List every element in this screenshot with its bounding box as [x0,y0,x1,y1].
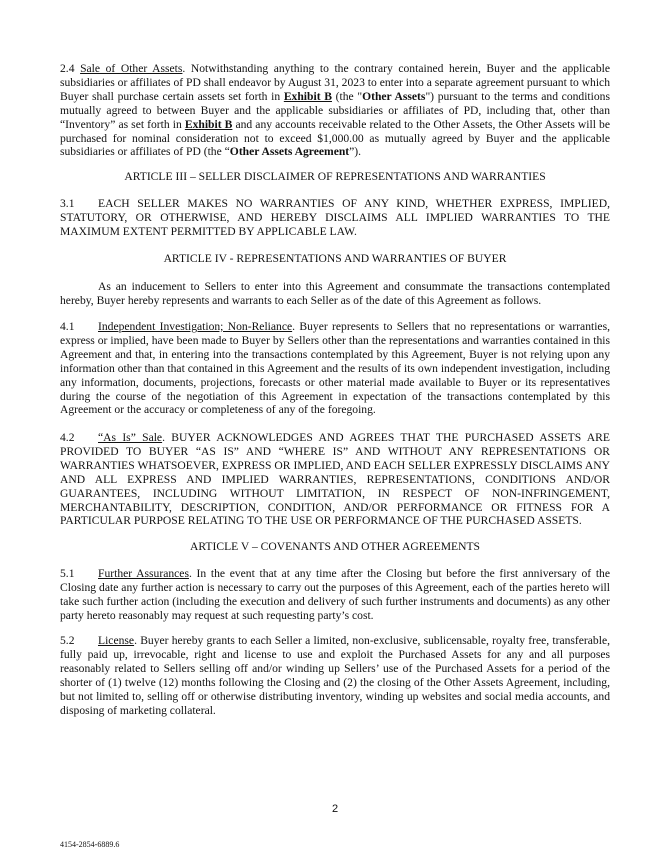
section-3-1: 3.1 EACH SELLER MAKES NO WARRANTIES OF ANY KIND, WHETHER EXPRESS, IMPLIED, STATUTORY, OR OTHERWISE, AND HEREBY DISCLAIMS ALL IMPLIED WARRANTIES TO THE MAXIMUM EXTENT PERMITTED BY APPLICABLE LAW. [60,197,610,238]
section-heading: License [98,634,135,647]
section-heading: Further Assurances [98,567,189,580]
exhibit-b-reference: Exhibit B [184,117,233,131]
section-number: 5.2 [60,634,75,647]
defined-term-other-assets: Other Assets [362,89,426,103]
section-4-2: 4.2 “As Is” Sale. BUYER ACKNOWLEDGES AND AGREES THAT THE PURCHASED ASSETS ARE PROVIDED TO BUYER “AS IS” AND “WHERE IS” AND WITHOUT ANY REPRESENTATIONS OR WARRANTIES WHATSOEVER, EXPRESS OR IMPLIED, AND EACH SELLER EXPRESSLY DISCLAIMS ANY AND ALL EXPRESS AND IMPLIED WARRANTIES, REPRESENTATIONS, CONDITIONS AND/OR GUARANTEES, INCLUDING WITHOUT LIMITATION, IN RESPECT OF NON-INFRINGEMENT, MERCHANTABILITY, DESCRIPTION, CONDITION, AND/OR PERFORMANCE OR FITNESS FOR A PARTICULAR PURPOSE RELATING TO THE USE OR PERFORMANCE OF THE PURCHASED ASSETS. [60,431,610,528]
section-heading: Sale of Other Assets [80,62,183,75]
article-3-heading: ARTICLE III – SELLER DISCLAIMER OF REPRESENTATIONS AND WARRANTIES [124,170,546,183]
section-heading: “As Is” Sale [98,431,163,444]
page-number: 2 [331,803,339,815]
section-5-2: 5.2 License. Buyer hereby grants to each Seller a limited, non-exclusive, sublicensable, royalty free, transferable, fully paid up, irrevocable, right and license to use and exploit the Purchased Assets for any and all purposes reasonably related to Sellers selling off and/or winding up Sellers’ use of the Purchased Assets for a period of the shorter of (1) twelve (12) months following the Closing and (2) the closing of the Other Assets Agreement, including, but not limited to, selling off or otherwise distributing inventory, winding up websites and social media accounts, and disposing of marketing collateral. [60,634,610,717]
article-4-intro: As an inducement to Sellers to enter into this Agreement and consummate the transactions contemplated hereby, Buyer hereby represents and warrants to each Seller as of the date of this Agreement as follows. [60,280,610,307]
section-number: 3.1 [60,197,75,210]
section-number: 4.2 [60,431,75,444]
article-4-heading: ARTICLE IV - REPRESENTATIONS AND WARRANTIES OF BUYER [163,252,507,265]
defined-term-other-assets-agreement: Other Assets Agreement [229,145,350,159]
section-number: 5.1 [60,567,75,580]
section-2-4: 2.4 Sale of Other Assets. Notwithstanding anything to the contrary contained herein, Buyer and the applicable subsidiaries or affiliates of PD shall endeavor by August 31, 2023 to enter into a separate agreement pursuant to which Buyer shall purchase certain assets set forth in Exhibit B (the "Other Assets") pursuant to the terms and conditions mutually agreed to between Buyer and the applicable subsidiaries or affiliates of PD, including that, other than “Inventory” as set forth in Exhibit B and any accounts receivable related to the Other Assets, the Other Assets will be purchased for nominal consideration not to exceed $1,000.00 as mutually agreed by Buyer and the applicable subsidiaries or affiliates of PD (the “Other Assets Agreement”). [60,62,610,159]
section-heading: Independent Investigation; Non-Reliance [98,320,293,333]
article-5-heading: ARTICLE V – COVENANTS AND OTHER AGREEMENTS [189,540,480,553]
section-number: 4.1 [60,320,75,333]
document-id: 4154-2854-6889.6 [60,840,120,849]
section-number: 2.4 [60,62,75,75]
exhibit-b-reference: Exhibit B [283,89,332,103]
section-5-1: 5.1 Further Assurances. In the event that at any time after the Closing but before the first anniversary of the Closing date any further action is necessary to carry out the purposes of this Agreement, each of the parties hereto will take such further action (including the execution and delivery of such further instruments and documents) as any other party hereto reasonably may request at such requesting party’s cost. [60,567,610,622]
section-4-1: 4.1 Independent Investigation; Non-Reliance. Buyer represents to Sellers that no representations or warranties, express or implied, have been made to Buyer by Sellers other than the representations and warranties contained in this Agreement and that, in entering into the transactions contemplated by this Agreement, Buyer is not relying upon any information other than that contained in this Agreement and the results of its own independent investigation, including any information, documents, projections, forecasts or other material made available to Buyer or its representatives during the course of the negotiation of this Agreement in expectation of the transactions contemplated by this Agreement or the accuracy or completeness of any of the foregoing. [60,320,610,417]
